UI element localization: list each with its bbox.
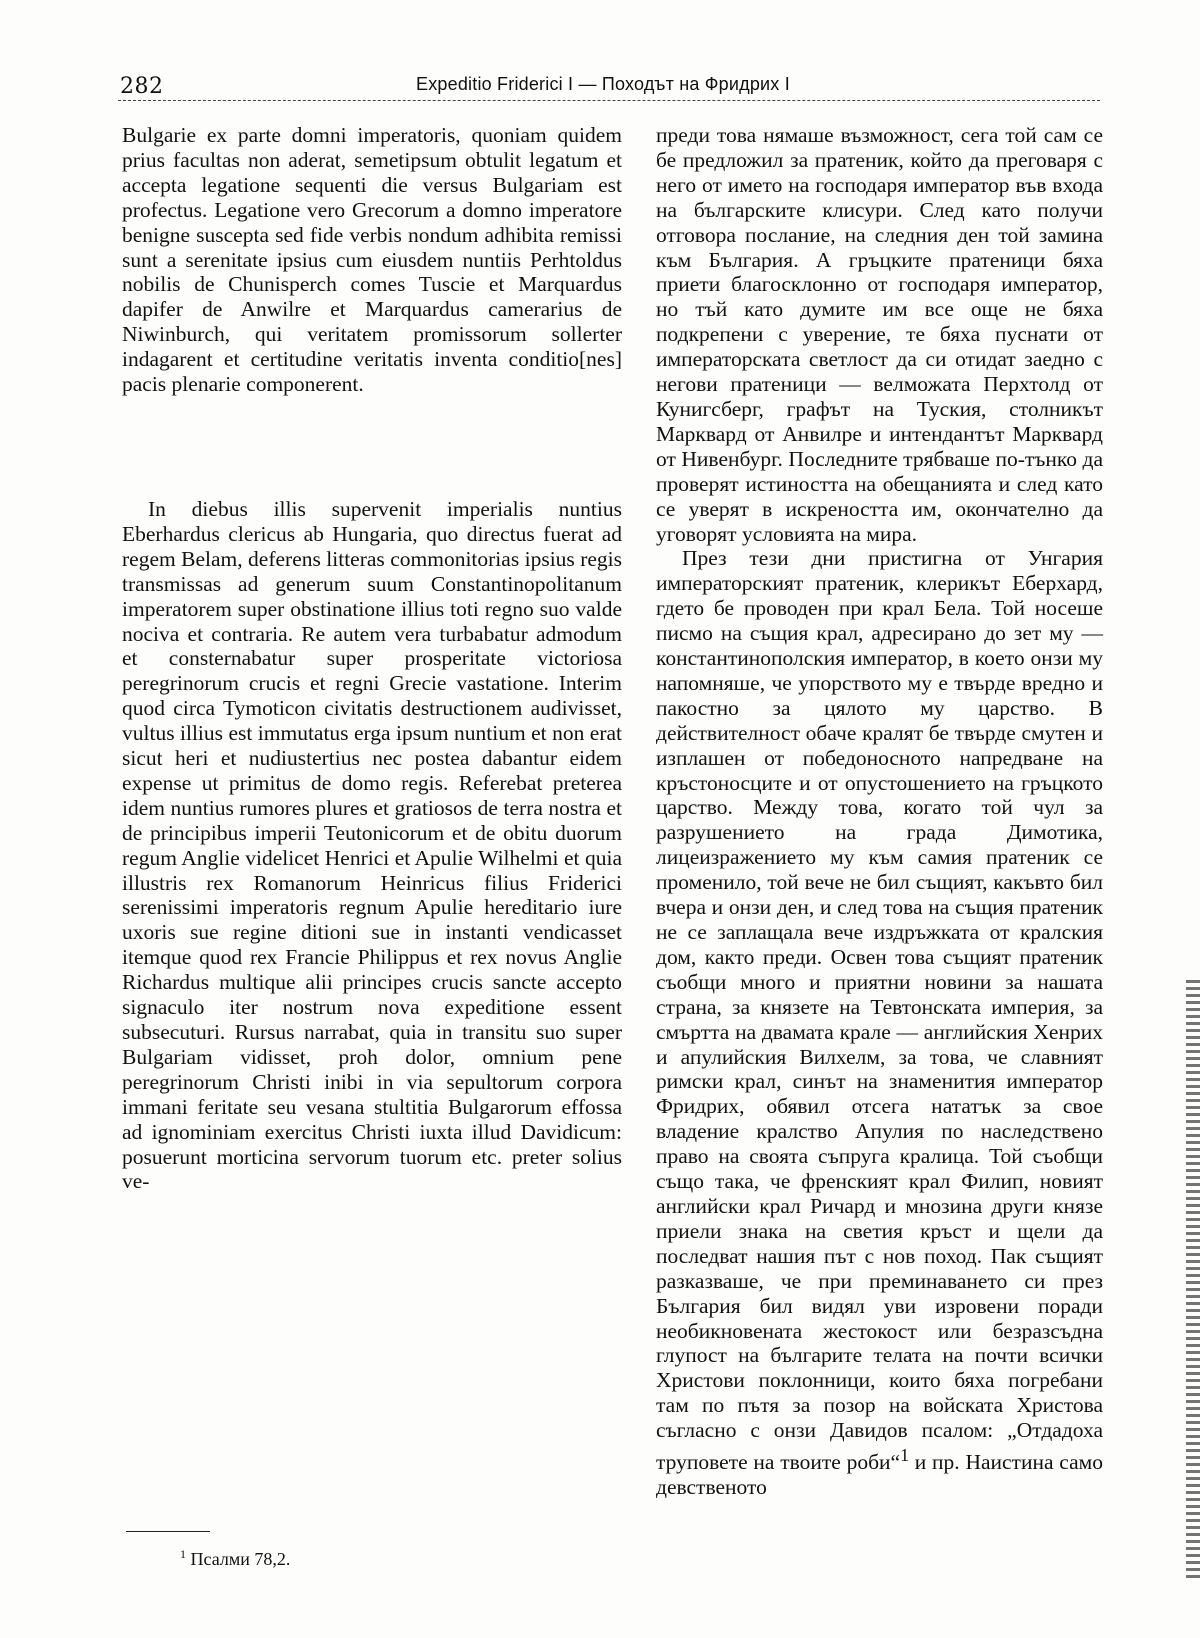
latin-column (122, 123, 622, 1194)
footnote (180, 1547, 290, 1570)
bulgarian-paragraph-2 (656, 546, 1103, 1500)
footnote-rule (126, 1531, 210, 1532)
bulgarian-column (656, 123, 1103, 1500)
bulgarian-paragraph-2-text: През тези дни пристигна от Унгария императорският пратеник, клерикът Еберхард, гдето бе проводен при крал Бела. Той носеше писмо на същия крал, адресирано до зет му — константинополския император, в което онзи му напомняше, че упорството му е твърде вредно и пакостно за цялото му царство. В действителност обаче кралят бе твърде смутен и изплашен от победоносното напредване на кръстоносците и от опустошението на гръцкото царство. Между това, когато той чул за разрушението на града Димотика, лицеизражението му към самия пратеник се променило, той вече не бил същият, какъвто бил вчера и онзи ден, и след това на същия пратеник не се заплащала вече издръжката от кралския дом, както преди. Освен това същият пратеник съобщи много и приятни новини за нашата страна, за князете на Тевтонската империя, за смъртта на двамата крале — английския Хенрих и апулийския Вилхелм, за това, че славният римски крал, синът на знаменития император Фридрих, обявил отсега нататък за свое владение кралство Апулия по наследствено право на своята съпруга кралица. Той съобщи също така, че френският крал Филип, новият английски крал Ричард и мнозина други князе приели знака на светия кръст и щели да последват нашия път с нов поход. Пак същият разказваше, че при преминаването си през България бил видял уви изровени поради необикновената жестокост или безразсъдна глупост на българите телата на почти всички Христови поклонници, които бяха погребани там по пътя за позор на войската Христова съгласно с онзи Давидов псалом: „Отдадоха труповете на твоите роби“ (656, 546, 1103, 1475)
bulgarian-paragraph-2-tail: и пр. Наистина само девственото (656, 1450, 1103, 1500)
latin-paragraph-2: In diebus illis supervenit imperialis nuntius Eberhardus clericus ab Hungaria, quo directus fuerat ad regem Belam, deferens litteras commonitorias ipsius regis transmissas ad generum suum Constantinopolitanum imperatorem super obstinatione illius toti regno suo valde nociva et contraria. Re autem vera turbabatur admodum et consternabatur super prosperitate victoriosa peregrinorum crucis et regni Grecie vastatione. Interim quod circa Tymoticon civitatis destructionem audivisset, vultus illius est immutatus erga ipsum nuntium et non erat sicut heri et nudiustertius nec postea dabantur eidem expense ut primitus de domo regis. Referebat preterea idem nuntius rumores plures et gratiosos de terra nostra et de principibus imperii Teutonicorum et de obitu duorum regum Anglie videlicet Henrici et Apulie Wilhelmi et quia illustris rex Romanorum Heinricus filius Friderici serenissimi imperatoris regnum Apulie hereditario iure uxoris sue regine ditioni sue in instanti vendicasset itemque quod rex Francie Philippus et rex novus Anglie Richardus multique alii principes crucis sancte accepto signaculo iter nostrum nova expeditione essent subsecuturi. Rursus narrabat, quia in transitu suo super Bulgariam vidisset, proh dolor, omnium pene peregrinorum Christi inibi in via sepultorum corpora immani feritate seu vesana stultitia Bulgarorum effossa ad ignominiam exercitus Christi iuxta illud Davidicum: posuerunt morticina servorum tuorum etc. preter solius ve- (122, 496, 622, 1194)
footnote-reference: 1 (900, 1445, 910, 1466)
latin-paragraph-1: Bulgarie ex parte domni imperatoris, quoniam quidem prius facultas non aderat, semetipsum obtulit legatum et accepta legatione sequenti die versus Bulgariam est profectus. Legatione vero Grecorum a domno imperatore benigne suscepta sed fide verbis nondum adhibita remissi sunt a serenitate ipsius cum eiusdem nuntiis Perhtoldus nobilis de Chunisperch comes Tuscie et Marquardus dapifer de Anwilre et Marquardus camerarius de Niwinburch, qui veritatem promissorum sollerter indagarent et certitudine veritatis inventa conditio[nes] pacis plenarie componerent. (122, 123, 622, 397)
running-header-title: Expeditio Friderici I — Походът на Фридрих I (416, 74, 790, 94)
bulgarian-paragraph-1: преди това нямаше възможност, сега той сам се бе предложил за пратеник, който да преговаря с него от името на господаря император във входа на българските клисури. След като получи отговора послание, на следния ден той замина към България. А гръцките пратеници бяха приети благосклонно от господаря император, но тъй като думите им все още не бяха подкрепени с уверение, те бяха пуснати от императорската светлост да си отидат заедно с негови пратеници — велможата Перхтолд от Кунигсберг, графът на Туския, столникът Марквард от Анвилре и интендантът Марквард от Нивенбург. Последните трябваше по-тънко да проверят истиността на обещанията и след като се уверят в искреността им, окончателно да уговорят условията на мира. (656, 123, 1103, 546)
scan-edge-shadow (1186, 980, 1200, 1580)
footnote-text: Псалми 78,2. (186, 1549, 291, 1569)
footnote-marker: 1 (180, 1547, 186, 1561)
header-rule (118, 100, 1100, 101)
page-number: 282 (120, 74, 164, 99)
